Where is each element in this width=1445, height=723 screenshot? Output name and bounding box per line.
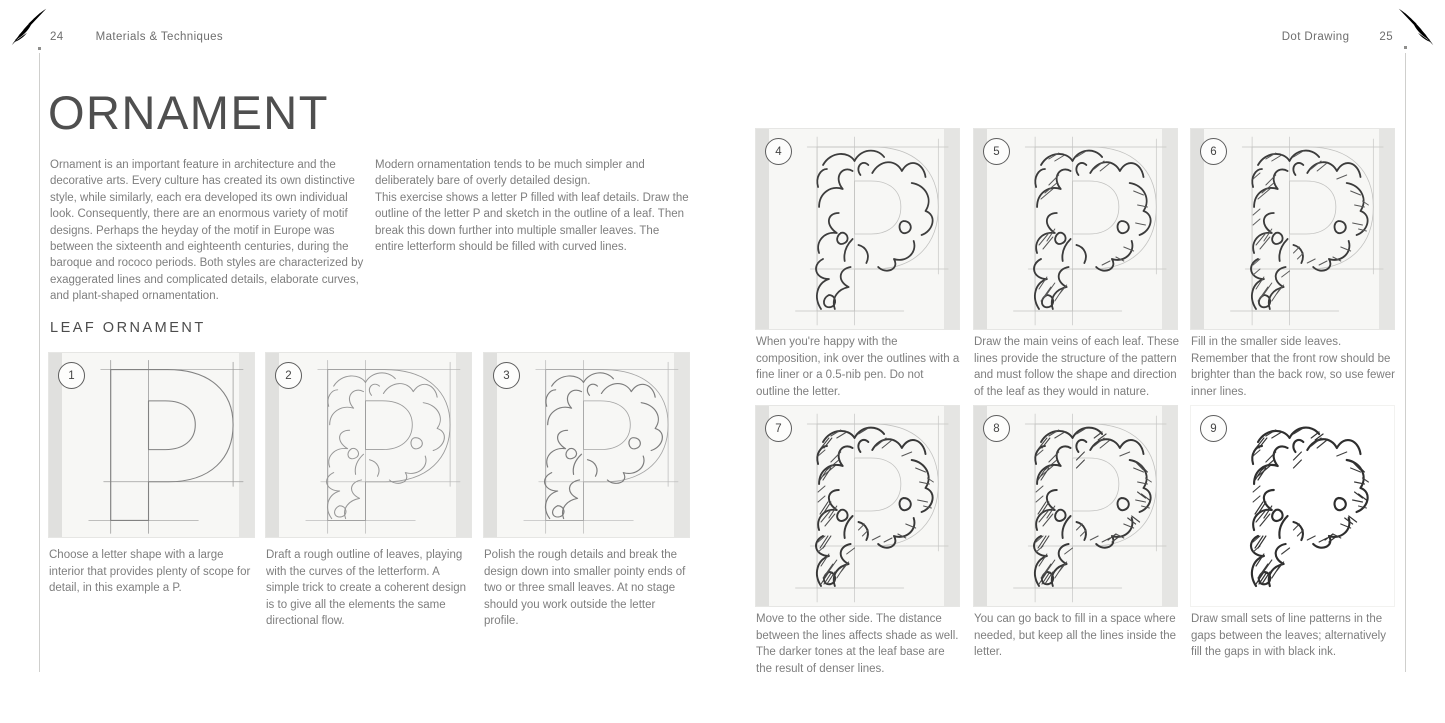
intro-paragraph-3: This exercise shows a letter P filled with leaf details. Draw the outline of the letter P and sketch in the outline of a leaf. Then break this down further into multiple smaller leaves. The entire letterform should be filled with curved lines. [375,191,689,254]
subheading-leaf-ornament: LEAF ORNAMENT [50,320,206,336]
right-page-margin-rule [1405,53,1406,672]
step-number-badge: 9 [1200,415,1227,442]
step-caption-1: Choose a letter shape with a large interior that provides plenty of scope for detail, in this example a P. [49,549,251,595]
figure-step-1 [48,352,255,538]
step-number-badge: 4 [765,138,792,165]
step-number-badge: 8 [983,415,1010,442]
figure-step-5 [973,128,1178,330]
figure-step-6 [1190,128,1395,330]
section-title-right: Dot Drawing [1281,31,1350,43]
figure-step-8 [973,405,1178,607]
feather-icon [1394,3,1440,51]
step-caption-8: You can go back to fill in a space where needed, but keep all the lines inside the letter. [974,613,1177,659]
step-number-badge: 2 [275,362,302,389]
right-running-head [1200,31,1393,43]
step-caption-9: Draw small sets of line patterns in the gaps between the leaves; alternatively fill the gaps in with black ink. [1191,613,1386,659]
left-running-head [50,31,223,43]
intro-column-2 [375,157,690,255]
step-caption-5: Draw the main veins of each leaf. These lines provide the structure of the pattern and must follow the shape and direction of the leaf as they would in nature. [974,336,1179,398]
figure-step-9 [1190,405,1395,607]
figure-step-3 [483,352,690,538]
step-number-badge: 1 [58,362,85,389]
figure-step-4 [755,128,960,330]
step-number-badge: 6 [1200,138,1227,165]
section-title-left: Materials & Techniques [95,31,224,43]
step-caption-2: Draft a rough outline of leaves, playing with the curves of the letterform. A simple trick to create a coherent design is to give all the elements the same directional flow. [266,549,467,628]
step-caption-3: Polish the rough details and break the design down into smaller pointy ends of two or three small leaves. At no stage should you work outside the letter profile. [484,549,686,628]
step-caption-4: When you're happy with the composition, ink over the outlines with a fine liner or a 0.5-nib pen. Do not outline the letter. [756,336,960,398]
feather-icon [5,3,51,51]
step-number-badge: 5 [983,138,1010,165]
chapter-title: ORNAMENT [48,86,329,139]
figure-step-2 [265,352,472,538]
figure-step-7 [755,405,960,607]
step-number-badge: 3 [493,362,520,389]
page-number-left: 24 [50,31,64,43]
intro-column-1 [50,157,368,305]
step-caption-7: Move to the other side. The distance between the lines affects shade as well. The darker tones at the leaf base are the result of denser lines. [756,613,959,675]
intro-paragraph-1: Ornament is an important feature in architecture and the decorative arts. Every culture has created its own distinctive style, while similarly, each era developed its own individual look. Consequently, there are an enormous variety of motif designs. Perhaps the heyday of the motif in Europe was between the sixteenth and eighteenth centuries, during the baroque and rococo periods. Both styles are characterized by exaggerated lines and complicated details, elaborate curves, and plant-shaped ornamentation. [50,159,364,303]
page-number-right: 25 [1379,31,1393,43]
step-number-badge: 7 [765,415,792,442]
left-page-margin-rule [39,53,40,672]
intro-paragraph-2: Modern ornamentation tends to be much simpler and deliberately bare of overly detailed design. [375,159,645,188]
step-caption-6: Fill in the smaller side leaves. Remember that the front row should be brighter than the back row, so use fewer inner lines. [1191,336,1395,398]
